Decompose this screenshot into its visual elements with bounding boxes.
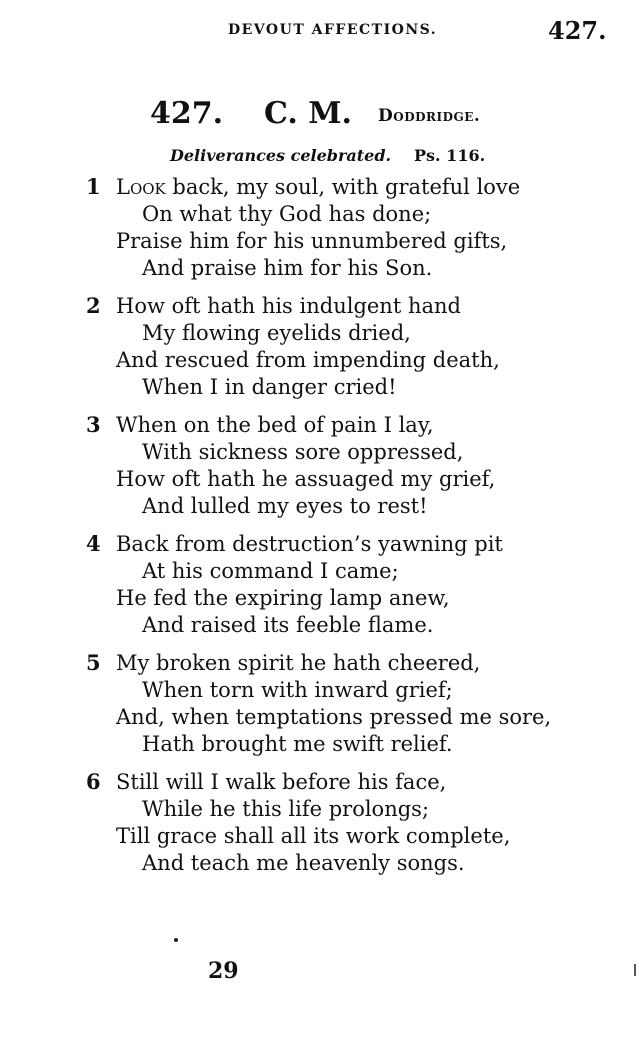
signature-mark: 29 [208, 958, 239, 984]
verse-line: How oft hath his indulgent hand [116, 294, 461, 318]
ink-dot [174, 938, 178, 942]
stanza [86, 174, 546, 282]
stanza-number: 4 [86, 531, 101, 556]
verse-line: My flowing eyelids dried, [142, 321, 411, 345]
verse-line: At his command I came; [142, 559, 399, 583]
verse-line: And, when temptations pressed me sore, [116, 705, 552, 729]
verse-line: My broken spirit he hath cheered, [116, 651, 481, 675]
verse-line: And teach me heavenly songs. [142, 851, 465, 875]
stanza [86, 412, 546, 520]
verse-line: When on the bed of pain I lay, [116, 413, 434, 437]
stanza-number: 3 [86, 412, 101, 437]
verse-line: And rescued from impending death, [116, 348, 500, 372]
verse-line: With sickness sore oppressed, [142, 440, 464, 464]
stanza-number: 5 [86, 650, 101, 675]
stanza [86, 650, 552, 758]
psalm-reference: Ps. 116. [414, 146, 486, 165]
verse-line: When I in danger cried! [142, 375, 397, 399]
stanza-number: 1 [86, 174, 101, 199]
verse-line-rest: back, my soul, with grateful love [165, 175, 521, 199]
stanza [86, 293, 546, 401]
verse-line: Still will I walk before his face, [116, 770, 447, 794]
verse-line: When torn with inward grief; [142, 678, 453, 702]
stanza [86, 769, 546, 877]
stanza-number: 6 [86, 769, 101, 794]
stanza [86, 531, 546, 639]
verse-line: While he this life prolongs; [142, 797, 430, 821]
stanza-list [86, 174, 552, 888]
verse-line: Praise him for his unnumbered gifts, [116, 229, 508, 253]
stanza-number: 2 [86, 293, 101, 318]
verse-line: And lulled my eyes to rest! [142, 494, 428, 518]
verse-line [86, 174, 546, 201]
verse-line: And raised its feeble flame. [142, 613, 434, 637]
verse-line: And praise him for his Son. [142, 256, 433, 280]
hymn-meter: C. M. [264, 96, 352, 131]
verse-line: Till grace shall all its work complete, [116, 824, 511, 848]
running-head: DEVOUT AFFECTIONS. [228, 22, 438, 38]
hymn-subtitle: Deliverances celebrated. [170, 146, 392, 165]
verse-line: How oft hath he assuaged my grief, [116, 467, 496, 491]
verse-line: He fed the expiring lamp anew, [116, 586, 450, 610]
margin-tick [634, 964, 636, 976]
verse-line: Hath brought me swift relief. [142, 732, 453, 756]
hymn-number: 427. [150, 96, 224, 131]
first-word: Look [116, 175, 166, 199]
hymn-author: Doddridge. [378, 106, 481, 126]
hymn-subtitle-row [170, 146, 500, 165]
verse-line: Back from destruction’s yawning pit [116, 532, 503, 556]
verse-line: On what thy God has done; [142, 202, 432, 226]
page-number: 427. [548, 16, 607, 45]
